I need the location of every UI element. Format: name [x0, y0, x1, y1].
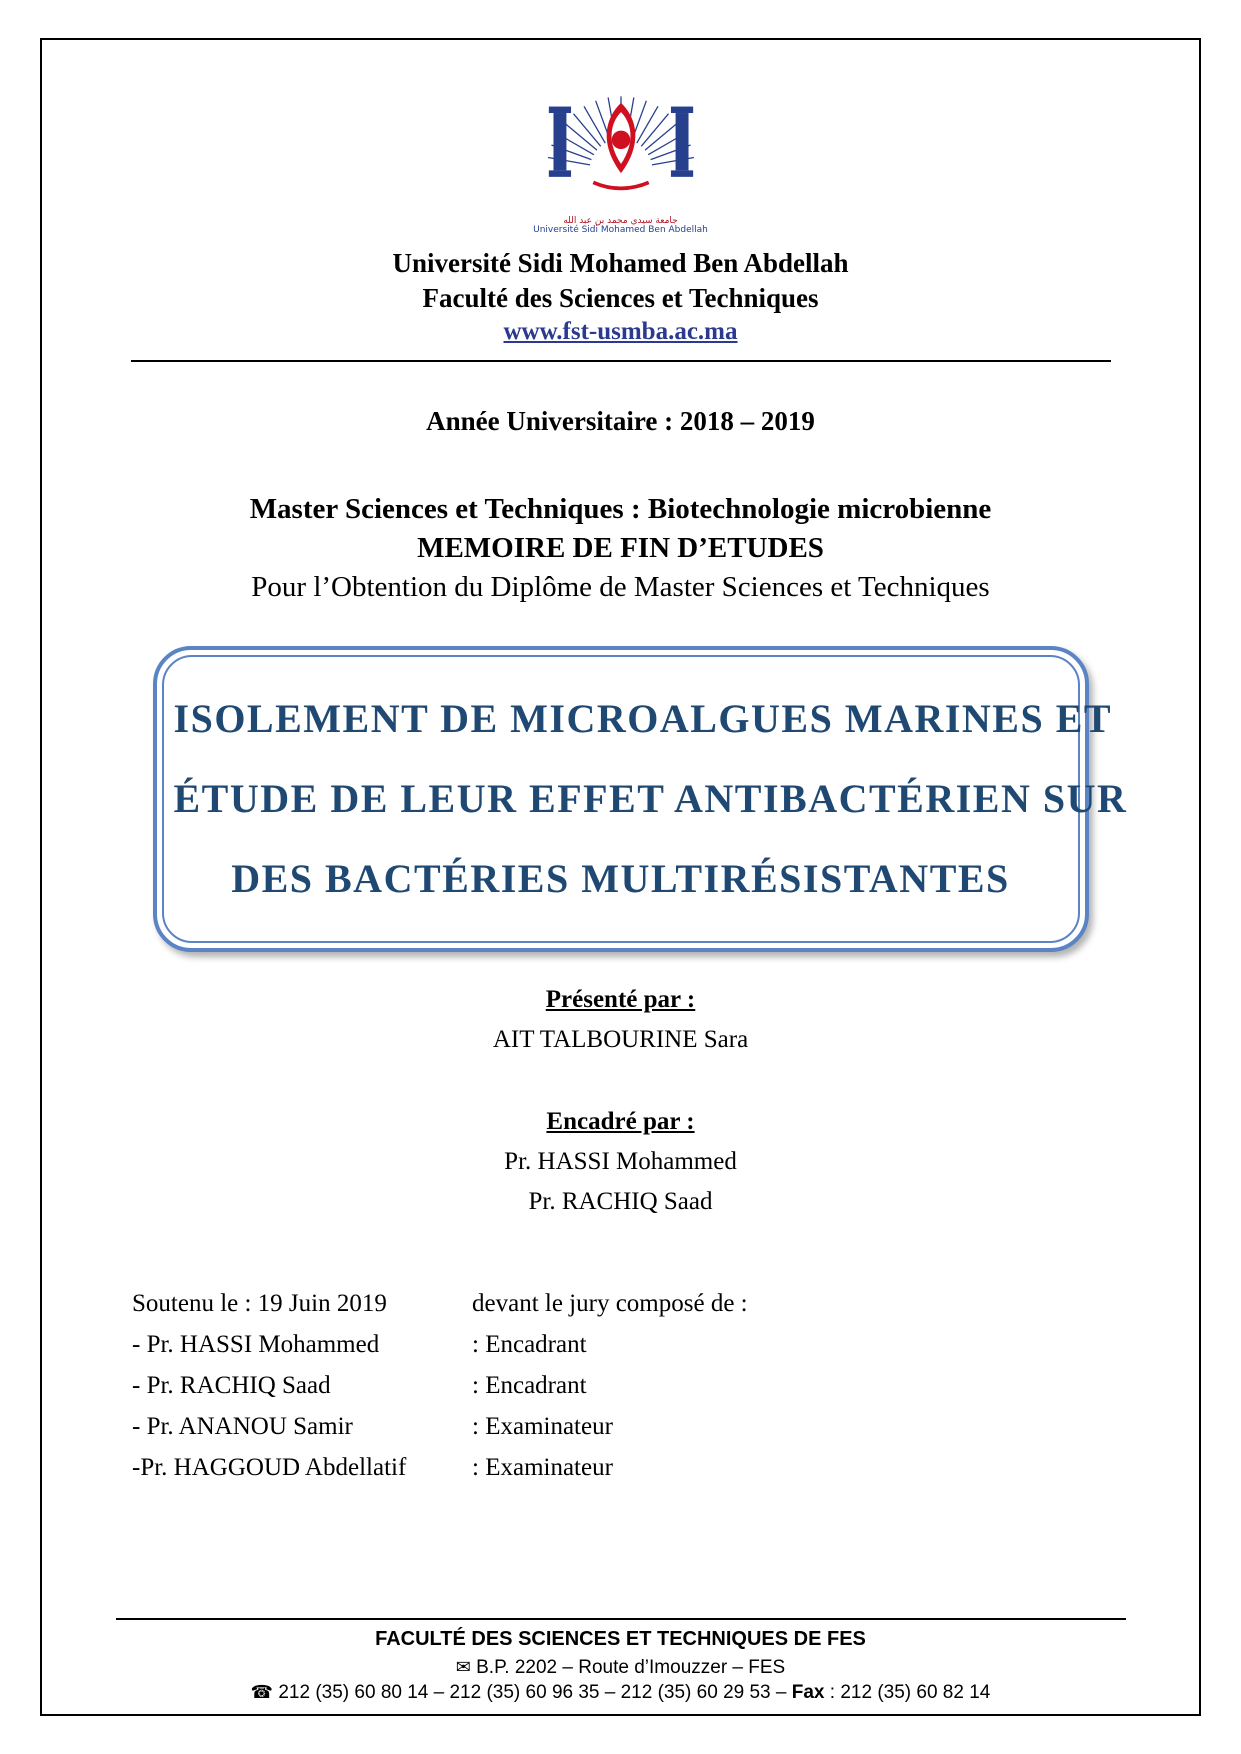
jury-member-role: : Encadrant: [472, 1372, 587, 1400]
university-logo: [511, 64, 731, 236]
logo-french-caption: Université Sidi Mohamed Ben Abdellah: [533, 225, 708, 236]
website-link[interactable]: www.fst-usmba.ac.ma: [503, 318, 738, 346]
jury-member-name: -Pr. HAGGOUD Abdellatif: [132, 1454, 407, 1482]
jury-row-3: [132, 1413, 1199, 1441]
footer-address-line: [42, 1655, 1199, 1681]
university-emblem-icon: [526, 64, 716, 212]
jury-member-name: - Pr. ANANOU Samir: [132, 1413, 353, 1441]
supervised-by-label: Encadré par :: [546, 1108, 695, 1136]
academic-year: Année Universitaire : 2018 – 2019: [426, 406, 815, 437]
diploma-line: Pour l’Obtention du Diplôme de Master Sciences et Techniques: [251, 571, 990, 604]
page-footer: [42, 1618, 1199, 1706]
jury-member-name: - Pr. RACHIQ Saad: [132, 1372, 331, 1400]
jury-member-name: - Pr. HASSI Mohammed: [132, 1331, 380, 1359]
thesis-title-box: [153, 646, 1128, 952]
jury-row-2: [132, 1372, 1199, 1400]
faculty-name: Faculté des Sciences et Techniques: [422, 283, 819, 314]
bottom-divider: [116, 1618, 1126, 1620]
footer-phone-line: [42, 1680, 1199, 1706]
jury-section: [132, 1290, 1199, 1482]
fax-value: : 212 (35) 60 82 14: [824, 1682, 991, 1704]
thesis-title-line-1: ISOLEMENT DE MICROALGUES MARINES ET: [173, 696, 1113, 742]
footer-address: B.P. 2202 – Route d’Imouzzer – FES: [476, 1656, 786, 1678]
presented-by-name: AIT TALBOURINE Sara: [492, 1026, 749, 1054]
top-divider: [131, 360, 1111, 362]
master-program-line: Master Sciences et Techniques : Biotechnologie microbienne: [249, 493, 992, 526]
footer-phones: 212 (35) 60 80 14 – 212 (35) 60 96 35 – 212 (35) 60 29 53 –: [278, 1682, 792, 1704]
website-line: [42, 318, 1199, 346]
memoire-line: MEMOIRE DE FIN D’ETUDES: [417, 532, 824, 565]
page-frame: [40, 38, 1201, 1716]
phone-icon: ☎: [250, 1682, 274, 1704]
university-name: Université Sidi Mohamed Ben Abdellah: [392, 248, 849, 279]
supervisor-name-2: Pr. RACHIQ Saad: [528, 1188, 713, 1216]
jury-intro-row: [132, 1290, 1199, 1318]
jury-intro-line: devant le jury composé de :: [472, 1290, 748, 1318]
thesis-title-line-3: DES BACTÉRIES MULTIRÉSISTANTES: [231, 856, 1010, 902]
supervisor-name-1: Pr. HASSI Mohammed: [504, 1148, 737, 1176]
presented-by-label: Présenté par :: [545, 986, 696, 1014]
thesis-title-line-2: ÉTUDE DE LEUR EFFET ANTIBACTÉRIEN SUR: [173, 776, 1128, 822]
jury-row-4: [132, 1454, 1199, 1482]
jury-member-role: : Encadrant: [472, 1331, 587, 1359]
jury-member-role: : Examinateur: [472, 1413, 613, 1441]
footer-faculty-line: FACULTÉ DES SCIENCES ET TECHNIQUES DE FES: [375, 1627, 866, 1650]
fax-label: Fax: [791, 1682, 825, 1704]
defense-date-line: Soutenu le : 19 Juin 2019: [132, 1290, 387, 1318]
jury-row-1: [132, 1331, 1199, 1359]
jury-member-role: : Examinateur: [472, 1454, 613, 1482]
thesis-title-box-inner: [162, 655, 1128, 943]
mail-icon: ✉: [455, 1656, 471, 1678]
logo-arabic-caption: جامعة سيدي محمد بن عبد الله: [563, 215, 678, 226]
